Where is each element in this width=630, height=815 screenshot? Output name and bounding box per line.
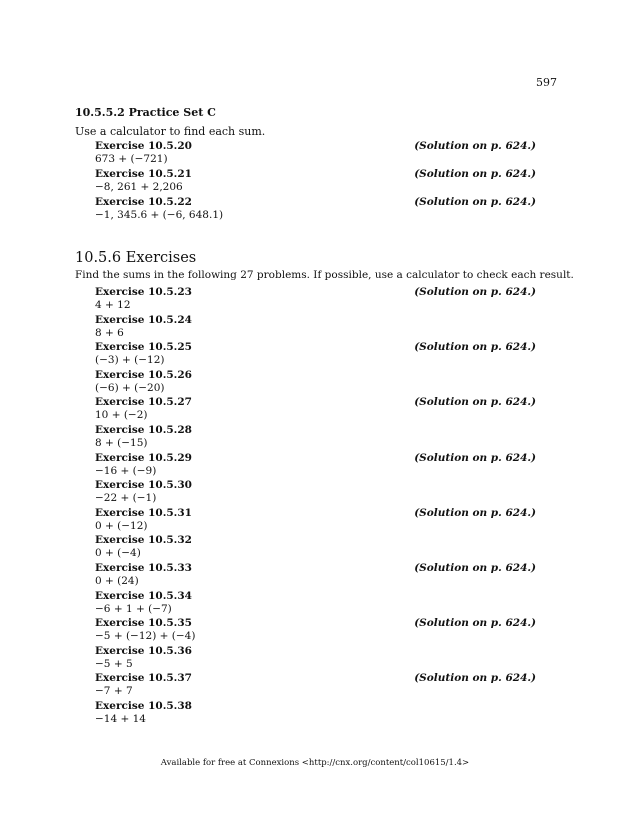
exercise-item — [95, 341, 536, 369]
exercise-item — [95, 562, 536, 590]
exercise-expression: −1, 345.6 + (−6, 648.1) — [95, 208, 224, 221]
exercise-item — [95, 617, 536, 645]
exercise-list — [95, 286, 536, 728]
exercise-expression: −8, 261 + 2,206 — [95, 180, 183, 193]
exercise-title: Exercise 10.5.20 — [95, 140, 192, 152]
exercise-title: Exercise 10.5.22 — [95, 195, 192, 208]
solution-reference-link[interactable]: (Solution on p. 624.) — [414, 286, 536, 298]
exercise-title: Exercise 10.5.31 — [95, 506, 192, 519]
exercise-item — [95, 314, 536, 342]
exercise-expression: (−6) + (−20) — [95, 381, 165, 394]
exercise-item — [95, 196, 536, 224]
solution-reference-link[interactable]: (Solution on p. 624.) — [414, 451, 536, 464]
practice-set-intro: Use a calculator to find each sum. — [75, 125, 266, 138]
exercise-expression: −5 + 5 — [95, 657, 133, 670]
solution-reference-link[interactable]: (Solution on p. 624.) — [414, 341, 536, 354]
exercise-item — [95, 424, 536, 452]
exercise-expression: −14 + 14 — [95, 712, 146, 725]
exercise-item — [95, 286, 536, 314]
exercise-expression: −7 + 7 — [95, 685, 133, 698]
exercise-expression: 673 + (−721) — [95, 153, 168, 165]
exercise-item — [95, 645, 536, 673]
exercise-expression: 10 + (−2) — [95, 409, 148, 422]
exercise-expression: 0 + (−4) — [95, 547, 141, 560]
exercise-title: Exercise 10.5.37 — [95, 672, 192, 685]
practice-set-heading: 10.5.5.2 Practice Set C — [75, 106, 216, 119]
solution-reference-link[interactable]: (Solution on p. 624.) — [414, 167, 536, 180]
exercise-expression: −6 + 1 + (−7) — [95, 602, 172, 615]
exercise-title: Exercise 10.5.23 — [95, 286, 192, 298]
exercises-section-heading: 10.5.6 Exercises — [75, 250, 197, 266]
exercise-expression: 0 + (−12) — [95, 519, 148, 532]
exercise-item — [95, 507, 536, 535]
exercise-item — [95, 140, 536, 168]
solution-reference-link[interactable]: (Solution on p. 624.) — [414, 506, 536, 519]
exercise-title: Exercise 10.5.25 — [95, 341, 192, 354]
exercise-title: Exercise 10.5.35 — [95, 617, 192, 630]
exercise-item — [95, 452, 536, 480]
exercise-expression: 4 + 12 — [95, 299, 131, 311]
exercise-expression: −16 + (−9) — [95, 464, 157, 477]
solution-reference-link[interactable]: (Solution on p. 624.) — [414, 140, 536, 152]
page-number: 597 — [536, 76, 557, 89]
exercise-title: Exercise 10.5.32 — [95, 534, 192, 547]
exercise-expression: 8 + 6 — [95, 326, 124, 339]
exercise-title: Exercise 10.5.29 — [95, 451, 192, 464]
exercise-item — [95, 168, 536, 196]
exercise-title: Exercise 10.5.24 — [95, 313, 192, 326]
exercise-title: Exercise 10.5.38 — [95, 699, 192, 712]
exercise-expression: 8 + (−15) — [95, 436, 148, 449]
exercise-title: Exercise 10.5.28 — [95, 423, 192, 436]
exercise-item — [95, 590, 536, 618]
exercise-item — [95, 479, 536, 507]
exercise-title: Exercise 10.5.21 — [95, 167, 192, 180]
exercise-title: Exercise 10.5.33 — [95, 561, 192, 574]
exercise-title: Exercise 10.5.27 — [95, 396, 192, 409]
exercise-expression: −22 + (−1) — [95, 492, 157, 505]
exercise-title: Exercise 10.5.34 — [95, 589, 192, 602]
exercise-title: Exercise 10.5.26 — [95, 368, 192, 381]
exercise-expression: (−3) + (−12) — [95, 354, 165, 367]
exercises-section-intro: Find the sums in the following 27 problems. If possible, use a calculator to check each result. — [75, 269, 574, 281]
exercise-item — [95, 700, 536, 728]
exercise-expression: −5 + (−12) + (−4) — [95, 630, 196, 643]
exercise-item — [95, 672, 536, 700]
exercise-title: Exercise 10.5.36 — [95, 644, 192, 657]
exercise-title: Exercise 10.5.30 — [95, 479, 192, 492]
exercise-expression: 0 + (24) — [95, 574, 139, 587]
solution-reference-link[interactable]: (Solution on p. 624.) — [414, 672, 536, 685]
solution-reference-link[interactable]: (Solution on p. 624.) — [414, 561, 536, 574]
exercise-item — [95, 396, 536, 424]
solution-reference-link[interactable]: (Solution on p. 624.) — [414, 195, 536, 208]
solution-reference-link[interactable]: (Solution on p. 624.) — [414, 396, 536, 409]
practice-exercise-list — [95, 140, 536, 223]
exercise-item — [95, 534, 536, 562]
page-footer: Available for free at Connexions <http://cnx.org/content/col10615/1.4> — [160, 758, 470, 768]
solution-reference-link[interactable]: (Solution on p. 624.) — [414, 617, 536, 630]
exercise-item — [95, 369, 536, 397]
